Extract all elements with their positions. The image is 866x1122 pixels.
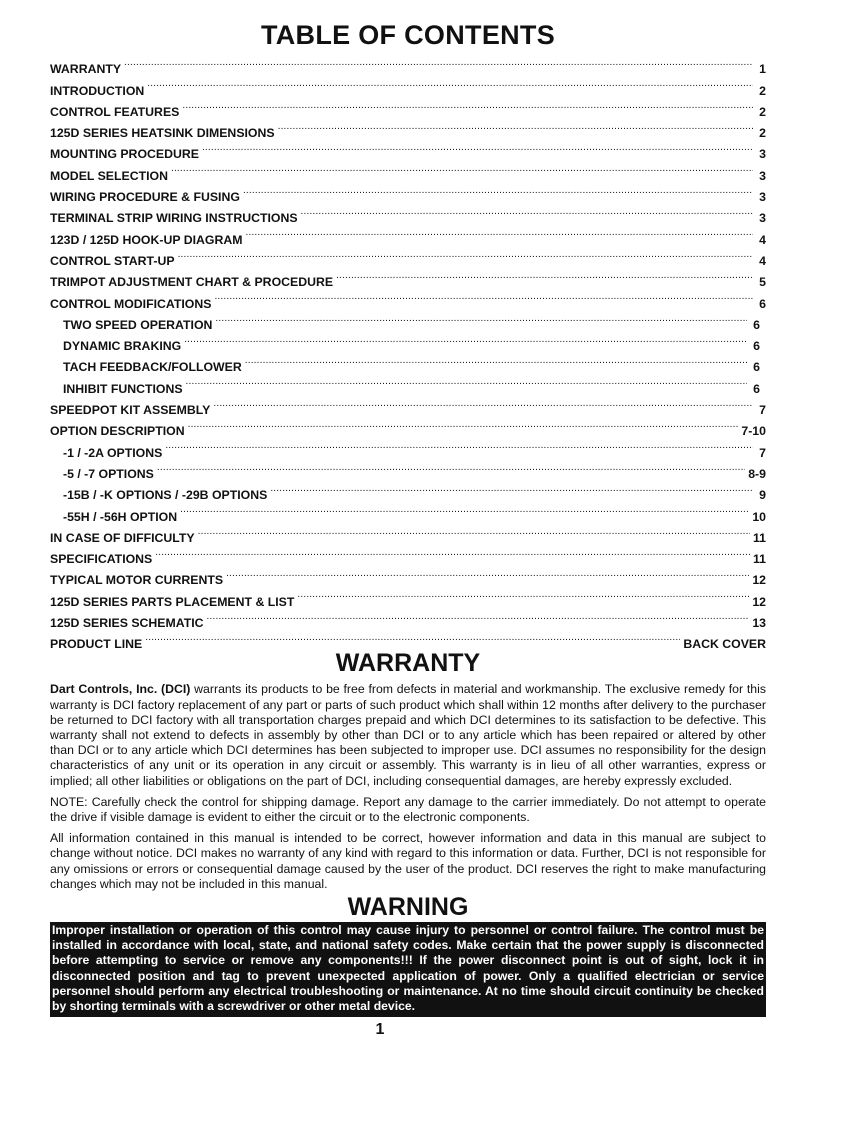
toc-entry-page: 2 xyxy=(759,83,766,98)
toc-entry-page: BACK COVER xyxy=(683,637,766,652)
toc-entry-page: 12 xyxy=(752,594,766,609)
toc-entry-page: 1 xyxy=(759,62,766,77)
toc-entry-page: 4 xyxy=(759,253,766,268)
disclaimer-paragraph: All information contained in this manual is intended to be correct, however information and data in this manual are subject to change without notice. DCI makes no warranty of any kind with regard to this information or data. Further, DCI is not responsible for any omissions or errors or consequential damage caused by the user of the product. DCI reserves the right to make manufacturing changes which may not be included in this manual. xyxy=(50,831,766,891)
toc-entry xyxy=(50,627,766,652)
toc-entry-label: TACH FEEDBACK/FOLLOWER xyxy=(63,360,242,375)
toc-entry-page: 2 xyxy=(759,126,766,141)
toc-subentry xyxy=(50,457,766,481)
note-paragraph: NOTE: Carefully check the control for shipping damage. Report any damage to the carrier immediately. Do not attempt to operate the drive if visible damage is evident to either the circuit or to the electronic components. xyxy=(50,794,766,824)
toc-entry-page: 11 xyxy=(753,552,766,567)
toc-entry-label: WIRING PROCEDURE & FUSING xyxy=(50,190,240,205)
toc-entry-page: 6 xyxy=(759,296,766,311)
toc-entry-label: IN CASE OF DIFFICULTY xyxy=(50,530,195,545)
toc-entry-label: MOUNTING PROCEDURE xyxy=(50,147,199,162)
toc-entry-label: CONTROL START-UP xyxy=(50,253,175,268)
toc-entry-page: 6 xyxy=(753,360,760,375)
toc-entry xyxy=(50,73,766,98)
toc-entry-page: 11 xyxy=(753,530,766,545)
toc-entry-label: SPEEDPOT KIT ASSEMBLY xyxy=(50,403,211,418)
warning-title: WARNING xyxy=(347,892,469,921)
toc-entry xyxy=(50,52,766,77)
toc-entry-page: 3 xyxy=(759,147,766,162)
toc-entry-page: 6 xyxy=(753,381,760,396)
toc-entry-label: -55H / -56H OPTION xyxy=(63,509,178,524)
toc-title: TABLE OF CONTENTS xyxy=(260,20,556,50)
toc-entry-page: 6 xyxy=(753,317,760,332)
toc-entry-page: 10 xyxy=(752,509,766,524)
table-of-contents xyxy=(50,52,766,652)
toc-entry-label: INTRODUCTION xyxy=(50,83,145,98)
toc-entry-label: 125D SERIES SCHEMATIC xyxy=(50,616,204,631)
toc-entry-label: OPTION DESCRIPTION xyxy=(50,424,185,439)
toc-entry-page: 5 xyxy=(759,275,766,290)
warranty-section xyxy=(50,682,766,892)
company-name: Dart Controls, Inc. (DCI) xyxy=(50,682,191,697)
toc-entry-label: -5 / -7 OPTIONS xyxy=(63,466,154,481)
toc-entry xyxy=(50,542,766,567)
toc-entry-label: -15B / -K OPTIONS / -29B OPTIONS xyxy=(63,488,268,503)
manual-page xyxy=(50,18,766,1039)
toc-entry-page: 3 xyxy=(759,211,766,226)
toc-entry-label: MODEL SELECTION xyxy=(50,168,168,183)
toc-entry-label: INHIBIT FUNCTIONS xyxy=(63,381,183,396)
warranty-title: WARRANTY xyxy=(335,649,481,678)
toc-entry xyxy=(50,563,766,588)
toc-entry-label: CONTROL MODIFICATIONS xyxy=(50,296,212,311)
page-number: 1 xyxy=(375,1021,385,1039)
toc-entry xyxy=(50,95,766,119)
toc-entry-page: 7 xyxy=(759,445,766,460)
toc-entry-label: TYPICAL MOTOR CURRENTS xyxy=(50,573,224,588)
toc-entry-page: 12 xyxy=(752,573,766,588)
toc-entry-label: PRODUCT LINE xyxy=(50,637,143,652)
toc-entry-label: SPECIFICATIONS xyxy=(50,552,153,567)
toc-entry-label: 123D / 125D HOOK-UP DIAGRAM xyxy=(50,232,243,247)
toc-entry-page: 13 xyxy=(752,616,766,631)
toc-entry-page: 3 xyxy=(759,190,766,205)
toc-entry-page: 3 xyxy=(759,168,766,183)
toc-entry-page: 8-9 xyxy=(748,466,766,481)
toc-entry-page: 6 xyxy=(753,339,760,354)
toc-entry-label: WARRANTY xyxy=(50,62,122,77)
toc-entry-label: TERMINAL STRIP WIRING INSTRUCTIONS xyxy=(50,211,298,226)
toc-entry-page: 4 xyxy=(759,232,766,247)
toc-subentry xyxy=(50,478,766,503)
toc-entry-label: DYNAMIC BRAKING xyxy=(63,339,182,354)
toc-entry-label: -1 / -2A OPTIONS xyxy=(63,445,163,460)
toc-entry-label: CONTROL FEATURES xyxy=(50,104,180,119)
warranty-paragraph: Dart Controls, Inc. (DCI) warrants its products to be free from defects in material and workmanship. The exclusive remedy for this warranty is DCI factory replacement of any part or parts of such product which shall within 12 months after delivery to the purchaser be returned to DCI factory with all transportation charges prepaid and which DCI determines to its satisfaction to be defective. This warranty shall not extend to defects in assembly by other than DCI or to any article which has been repaired or altered by other than DCI or to any article which DCI determines has been subjected to improper use. DCI assumes no responsibility for the design characteristics of any unit or its operation in any circuit or assembly. This warranty is in lieu of all other warranties, express or implied; all other liabilities or obligations on the part of DCI, including consequential damages, are hereby expressly excluded. xyxy=(50,682,766,788)
toc-entry-label: 125D SERIES PARTS PLACEMENT & LIST xyxy=(50,594,295,609)
toc-entry-page: 7 xyxy=(759,403,766,418)
toc-entry-page: 9 xyxy=(759,488,766,503)
warning-box: Improper installation or operation of this control may cause injury to personnel or control failure. The control must be installed in accordance with local, state, and national safety codes. Make certain that the power supply is disconnected before attempting to service or remove any components!!! If the power disconnect point is out of sight, lock it in disconnected position and tag to prevent unexpected application of power. Only a qualified electrician or service personnel should perform any electrical troubleshooting or maintenance. At no time should circuit continuity be checked by shorting terminals with a screwdriver or other metal device. xyxy=(50,922,766,1017)
toc-entry-page: 2 xyxy=(759,104,766,119)
toc-entry-label: TRIMPOT ADJUSTMENT CHART & PROCEDURE xyxy=(50,275,334,290)
toc-entry-label: TWO SPEED OPERATION xyxy=(63,317,213,332)
toc-entry-label: 125D SERIES HEATSINK DIMENSIONS xyxy=(50,126,275,141)
toc-entry-page: 7-10 xyxy=(741,424,766,439)
